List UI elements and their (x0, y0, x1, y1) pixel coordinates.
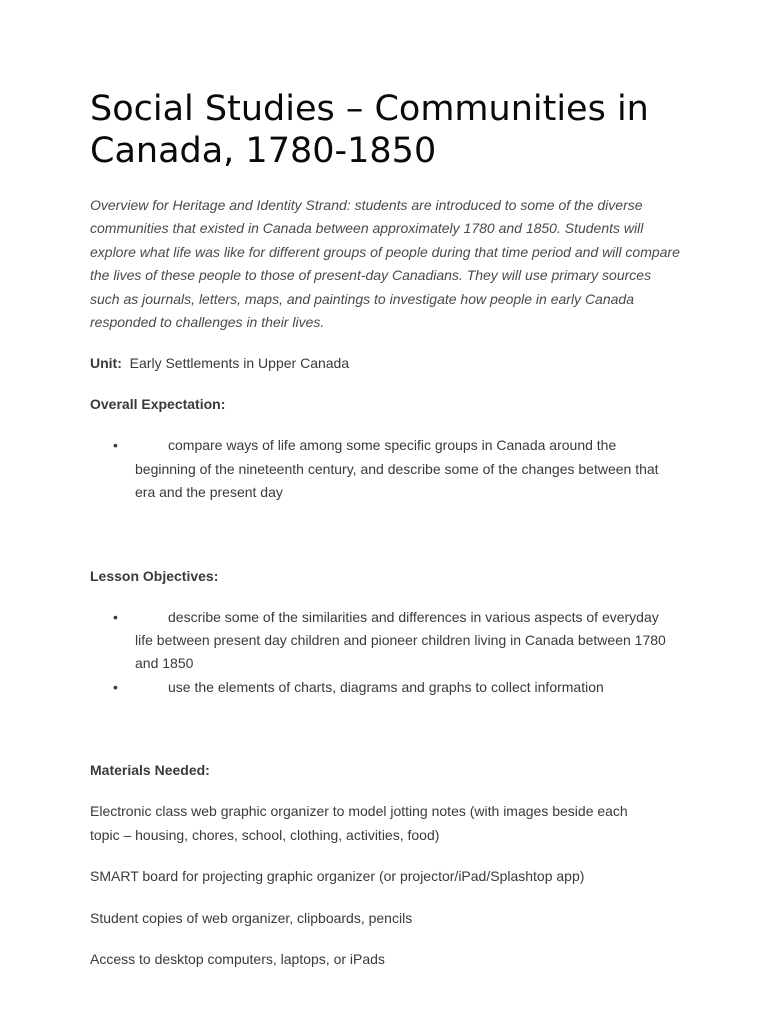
document-page (90, 88, 690, 971)
bullet-icon: • (113, 678, 118, 695)
bullet-icon: • (113, 608, 118, 625)
unit-label: Unit: (90, 355, 122, 372)
list-item-text: use the elements of charts, diagrams and graphs to collect information (168, 678, 604, 695)
list-item (90, 606, 680, 676)
material-item: Access to desktop computers, laptops, or iPads (90, 950, 385, 967)
unit-value: Early Settlements in Upper Canada (129, 355, 350, 372)
material-item: SMART board for projecting graphic organizer (or projector/iPad/Splashtop app) (90, 868, 585, 885)
overview-paragraph: Overview for Heritage and Identity Strand: students are introduced to some of the diverse communities that existed in Canada between approximately 1780 and 1850. Students will explore what life was like for different groups of people during that time period and will compare the lives of these people to those of present-day Canadians. They will use primary sources such as journals, letters, maps, and paintings to investigate how people in early Canada responded to challenges in their lives. (90, 197, 680, 331)
bullet-icon: • (113, 437, 118, 454)
overall-expectation-heading: Overall Expectation: (90, 396, 226, 413)
lesson-objectives-list (90, 606, 690, 700)
material-item: Student copies of web organizer, clipboards, pencils (90, 909, 413, 926)
list-item-text: compare ways of life among some specific groups in Canada around the beginning of the nineteenth century, and describe some of the changes between that era and the present day (135, 437, 659, 501)
lesson-objectives-heading: Lesson Objectives: (90, 567, 219, 584)
list-item-text: describe some of the similarities and differences in various aspects of everyday life between present day children and pioneer children living in Canada between 1780 and 1850 (135, 608, 666, 672)
list-item (90, 434, 680, 504)
materials-heading: Materials Needed: (90, 762, 210, 779)
overall-expectation-list (90, 434, 690, 504)
page-title: Social Studies – Communities in Canada, 1780-1850 (90, 89, 649, 171)
unit-line (90, 352, 690, 374)
list-item (90, 676, 680, 699)
material-item: Electronic class web graphic organizer to model jotting notes (with images beside each topic – housing, chores, school, clothing, activities, food) (90, 803, 628, 843)
